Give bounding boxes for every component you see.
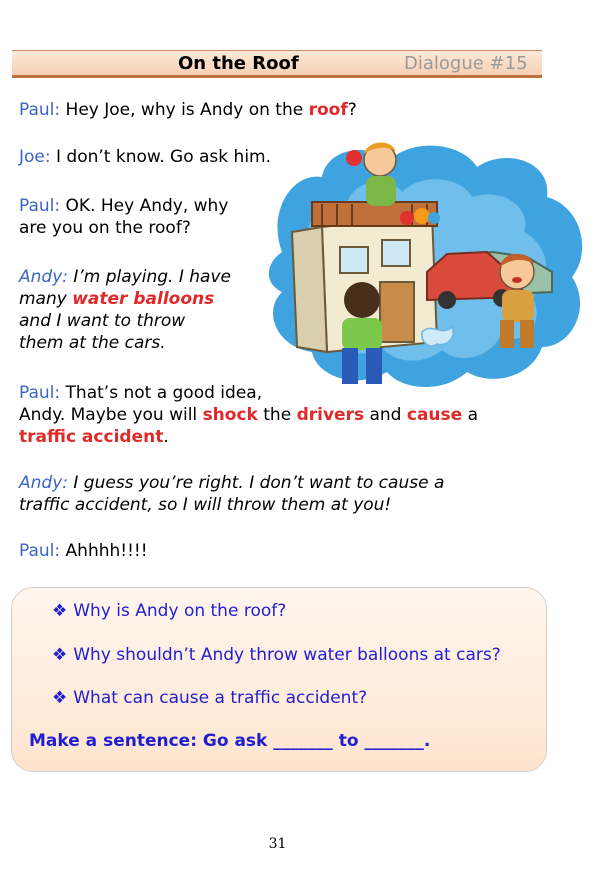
line-text: That’s not a good idea, [60,383,263,403]
dialogue-line-4a [19,266,231,288]
line-text: . [163,427,169,447]
question-text: Why is Andy on the roof? [73,601,287,621]
speaker-name: Joe: [19,147,51,167]
question-item-1 [52,601,286,621]
vocab-word: water balloons [72,289,215,309]
dialogue-line-6b [19,494,391,516]
dialogue-line-4d [19,332,166,354]
question-item-3 [52,688,367,708]
line-text: traffic accident, so I will throw them at you! [19,495,392,515]
vocab-word: traffic accident [19,427,164,447]
question-item-2 [52,645,501,665]
line-text: I guess you’re right. I don’t want to cause a [67,473,445,493]
line-text: Hey Joe, why is Andy on the [60,100,309,120]
make-sentence-prompt: Make a sentence: Go ask _______ to _______. [29,731,431,751]
speaker-name: Paul: [19,541,61,561]
dialogue-line-4b [19,288,214,310]
page-number: 31 [268,836,287,852]
line-text: Ahhhh!!!! [60,541,148,561]
line-text: many [19,289,73,309]
speaker-name: Andy: [19,473,68,493]
speaker-name: Paul: [19,196,61,216]
dialogue-line-5a [19,382,262,404]
line-text: are you on the roof? [19,218,191,238]
line-text: and I want to throw [19,311,186,331]
vocab-word: roof [308,100,348,120]
vocab-word: drivers [296,405,365,425]
line-text: them at the cars. [19,333,166,353]
dialogue-line-5c [19,426,169,448]
line-text: the [257,405,297,425]
speaker-name: Paul: [19,383,61,403]
question-text: Why shouldn’t Andy throw water balloons at cars? [73,645,501,665]
speaker-name: Andy: [19,267,68,287]
vocab-word: cause [406,405,463,425]
dialogue-line-3a [19,195,228,217]
diamond-bullet-icon: ❖ [52,688,68,708]
line-text: a [462,405,479,425]
line-text: I don’t know. Go ask him. [50,147,272,167]
diamond-bullet-icon: ❖ [52,601,68,621]
line-text: OK. Hey Andy, why [60,196,229,216]
line-text: and [364,405,407,425]
dialogue-line-2 [19,146,271,168]
diamond-bullet-icon: ❖ [52,645,68,665]
question-text: What can cause a traffic accident? [73,688,368,708]
vocab-word: shock [202,405,258,425]
dialogue-line-1 [19,99,357,121]
dialogue-line-3b [19,217,191,239]
line-text: I’m playing. I have [67,267,231,287]
dialogue-number: Dialogue #15 [404,53,528,74]
page-title: On the Roof [178,53,299,74]
dialogue-line-5b [19,404,478,426]
line-text: Andy. Maybe you will [19,405,203,425]
dialogue-line-6a [19,472,444,494]
cartoon-illustration [262,132,592,394]
dialogue-line-4c [19,310,185,332]
illustration-kids-water-balloons [262,132,592,394]
line-text: ? [347,100,357,120]
dialogue-line-7 [19,540,148,562]
speaker-name: Paul: [19,100,61,120]
